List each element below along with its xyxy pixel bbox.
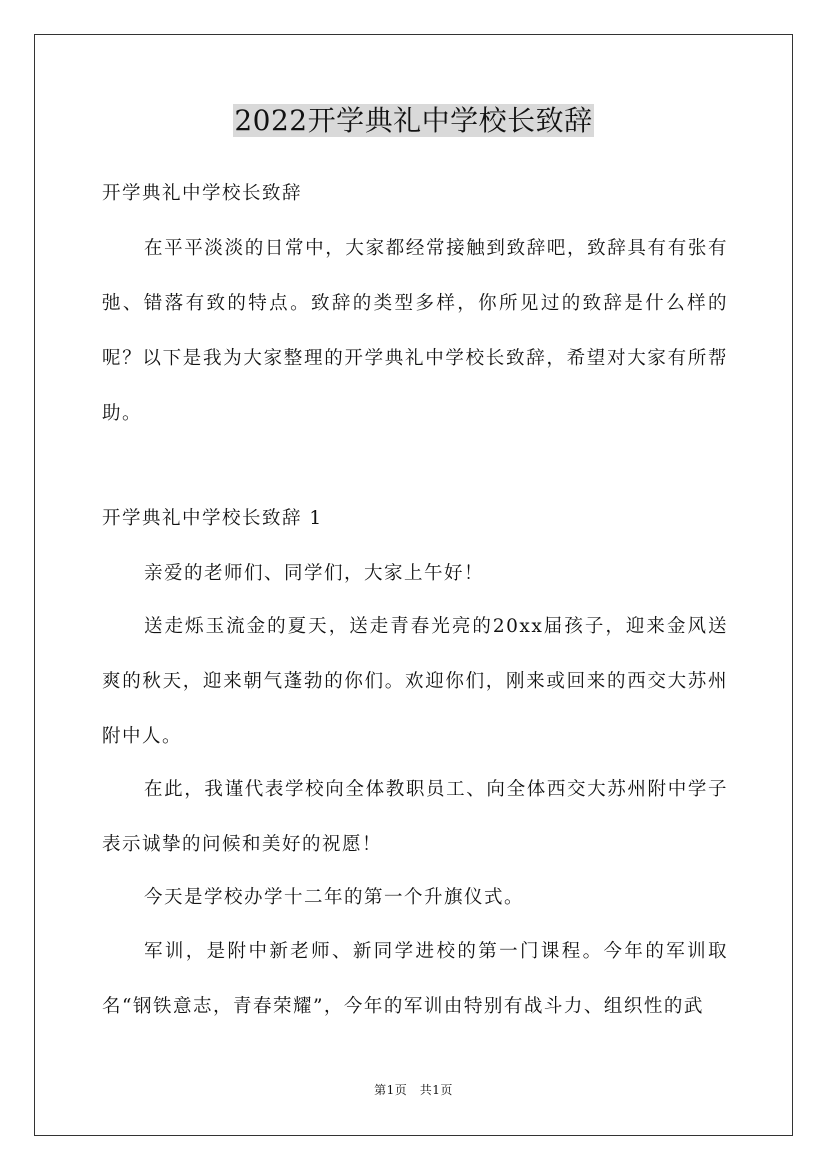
section-heading: 开学典礼中学校长致辞 bbox=[102, 183, 303, 204]
document-title bbox=[0, 101, 827, 141]
greetings-paragraph: 在此，我谨代表学校向全体教职员工、向全体西交大苏州附中学子表示诚挚的问候和美好的祝愿！ bbox=[102, 779, 728, 855]
ceremony-paragraph: 今天是学校办学十二年的第一个升旗仪式。 bbox=[144, 887, 525, 908]
speech-heading: 开学典礼中学校长致辞 1 bbox=[102, 508, 323, 529]
welcome-paragraph: 送走烁玉流金的夏天，送走青春光亮的20xx届孩子，迎来金风送爽的秋天，迎来朝气蓬勃的你们。欢迎你们，刚来或回来的西交大苏州附中人。 bbox=[102, 616, 728, 747]
title-text: 2022开学典礼中学校长致辞 bbox=[234, 104, 593, 137]
page-footer: 第1页 共1页 bbox=[374, 1083, 453, 1097]
intro-paragraph: 在平平淡淡的日常中，大家都经常接触到致辞吧，致辞具有有张有弛、错落有致的特点。致辞的类型多样，你所见过的致辞是什么样的呢？以下是我为大家整理的开学典礼中学校长致辞，希望对大家有所帮助。 bbox=[102, 238, 728, 424]
greeting-paragraph: 亲爱的老师们、同学们，大家上午好！ bbox=[144, 563, 485, 584]
military-training-paragraph: 军训，是附中新老师、新同学进校的第一门课程。今年的军训取名“钢铁意志，青春荣耀”，今年的军训由特别有战斗力、组织性的武 bbox=[102, 941, 728, 1017]
